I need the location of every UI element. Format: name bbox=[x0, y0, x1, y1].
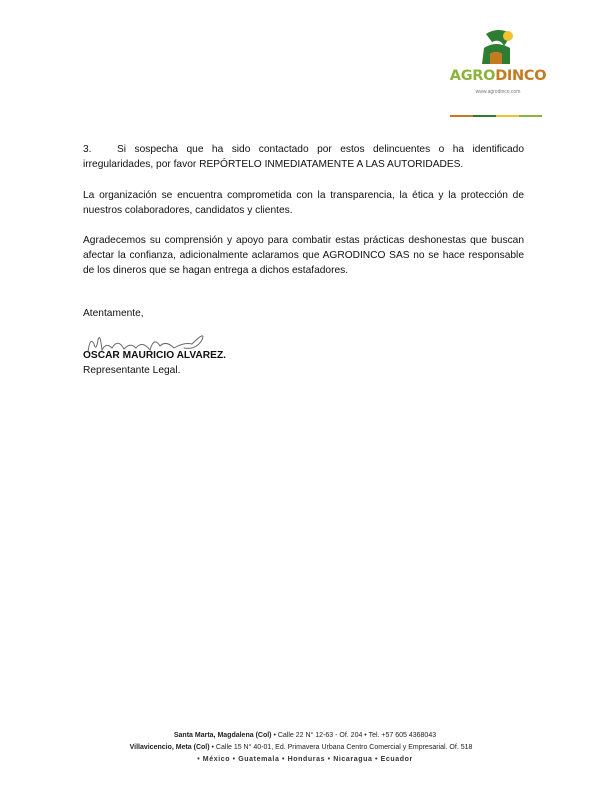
footer-city-2: Villavicencio, Meta (Col) bbox=[129, 744, 210, 751]
company-logo bbox=[448, 28, 548, 118]
item-text: Si sospecha que ha sido contactado por estos delincuentes o ha identificado irregularidades, por favor REPÓRTELO INMEDIATAMENTE A LAS AUTORIDADES. bbox=[83, 144, 524, 171]
signatory-name: OSCAR MAURICIO ALVAREZ. bbox=[83, 350, 226, 361]
footer-city-1: Santa Marta, Magdalena (Col) bbox=[173, 732, 272, 739]
commitment-paragraph: La organización se encuentra comprometida con la transparencia, la ética y la protección de nuestros colaboradores, candidatos y clientes. bbox=[83, 190, 524, 217]
footer-address-santa-marta bbox=[70, 732, 540, 739]
closing-salutation: Atentamente, bbox=[83, 308, 144, 319]
thanks-paragraph: Agradecemos su comprensión y apoyo para combatir estas prácticas deshonestas que buscan afectar la confianza, adicionalmente aclaramos que AGRODINCO SAS no se hace responsable de los dineros que se hagan entrega a dichos estafadores. bbox=[83, 235, 524, 277]
footer-address-villavicencio bbox=[66, 744, 536, 751]
color-stripe bbox=[450, 115, 542, 118]
footer-countries: • México • Guatemala • Honduras • Nicaragua • Ecuador bbox=[197, 756, 413, 763]
website-url: www.agrodinco.com bbox=[475, 89, 521, 95]
brand-part-dinco: DINCO bbox=[495, 68, 547, 84]
agrodinco-logo-icon bbox=[478, 28, 518, 68]
signatory-title: Representante Legal. bbox=[83, 365, 181, 376]
footer-address-2: • Calle 15 N° 40-01, Ed. Primavera Urbana Centro Comercial y Empresarial. Of. 518 bbox=[209, 744, 473, 751]
brand-wordmark bbox=[448, 68, 548, 84]
brand-part-agro: AGRO bbox=[449, 68, 496, 84]
item-number: 3. bbox=[83, 144, 92, 155]
numbered-item-3 bbox=[83, 142, 524, 172]
footer-address-1: • Calle 22 N° 12-63 - Of. 204 • Tel. +57 605 4368043 bbox=[271, 732, 437, 739]
